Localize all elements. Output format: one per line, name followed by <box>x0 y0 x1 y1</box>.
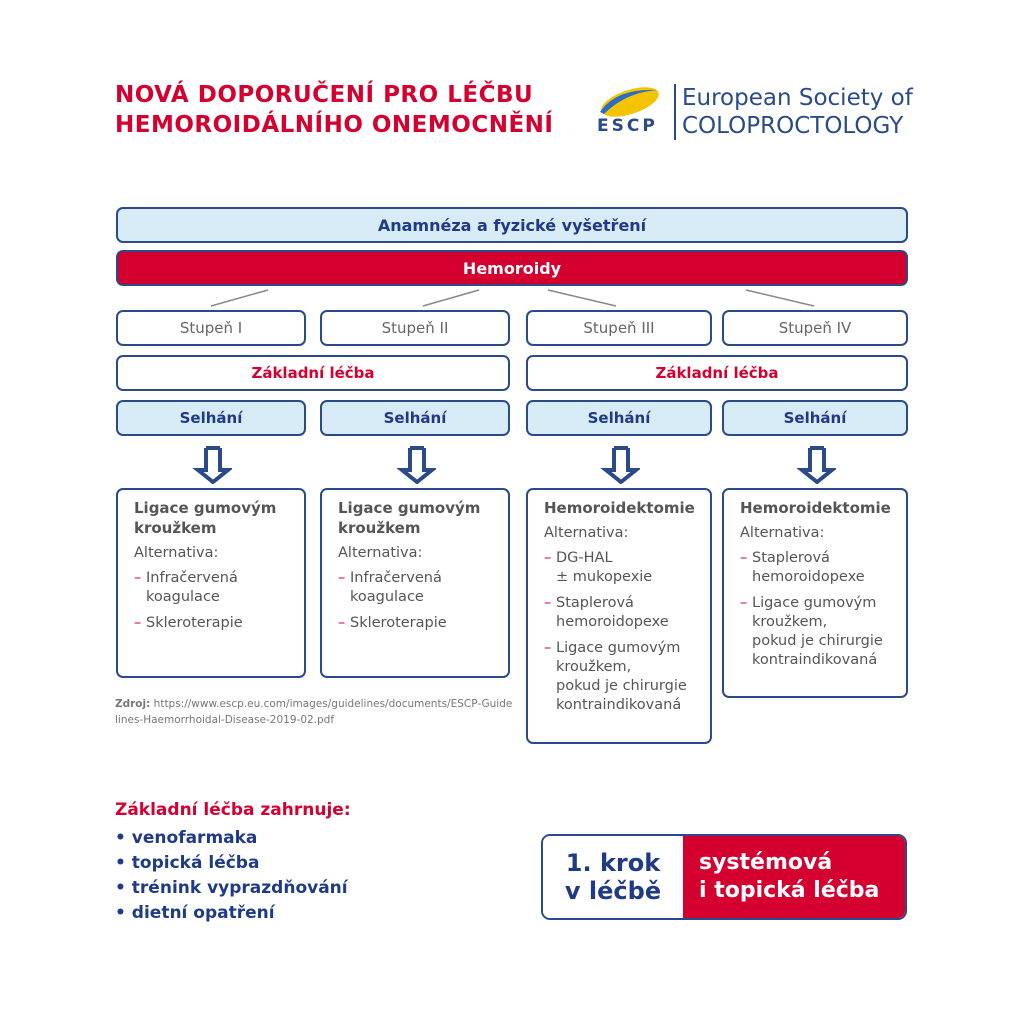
list-item: • topická léčba <box>115 851 348 876</box>
title-line-1: NOVÁ DOPORUČENÍ PRO LÉČBU <box>115 82 534 108</box>
grade-box-1: Stupeň I <box>116 310 306 346</box>
card-alt-label: Alternativa: <box>740 525 825 541</box>
basic-includes-title: Základní léčba zahrnuje: <box>115 800 351 820</box>
failure-box-4: Selhání <box>722 400 908 436</box>
failure-box-1: Selhání <box>116 400 306 436</box>
treatment-card-3 <box>526 488 712 744</box>
card-alt-label: Alternativa: <box>134 545 219 561</box>
down-arrow-icon <box>796 444 836 484</box>
card-heading: Hemoroidektomie <box>544 499 695 517</box>
treatment-card-2 <box>320 488 510 678</box>
list-item: • dietní opatření <box>115 901 348 926</box>
card-item: – Ligace gumovým kroužkem, pokud je chirurgie kontraindikovaná <box>544 639 694 715</box>
anamnesis-box: Anamnéza a fyzické vyšetření <box>116 207 908 243</box>
down-arrow-icon <box>192 444 232 484</box>
card-item: – Ligace gumovým kroužkem, pokud je chirurgie kontraindikovaná <box>740 594 890 670</box>
card-item: – DG-HAL ± mukopexie <box>544 549 694 587</box>
list-item: • venofarmaka <box>115 826 348 851</box>
grade-box-3: Stupeň III <box>526 310 712 346</box>
card-item: – Staplerová hemoroidopexe <box>544 594 694 632</box>
treatment-card-1 <box>116 488 306 678</box>
card-items <box>338 569 492 633</box>
failure-box-3: Selhání <box>526 400 712 436</box>
card-item: – Staplerová hemoroidopexe <box>740 549 890 587</box>
card-item: – Skleroterapie <box>134 614 288 633</box>
logo-line-2: COLOPROCTOLOGY <box>682 113 904 139</box>
card-heading: Ligace gumovým kroužkem <box>134 499 277 537</box>
grade-box-4: Stupeň IV <box>722 310 908 346</box>
card-items <box>544 549 694 715</box>
connector-lines <box>0 0 1024 320</box>
card-item: – Skleroterapie <box>338 614 492 633</box>
source-label: Zdroj: <box>115 698 151 710</box>
list-item: • trénink vyprazdňování <box>115 876 348 901</box>
source-url: https://www.escp.eu.com/images/guidelines/documents/ESCP-Guidelines-Haemorrhoidal-Disease-2019-02.pdf <box>115 698 513 726</box>
logo-line-1: European Society of <box>682 85 913 111</box>
grade-box-2: Stupeň II <box>320 310 510 346</box>
basic-treatment-box-1: Základní léčba <box>116 355 510 391</box>
card-items <box>740 549 890 670</box>
failure-box-2: Selhání <box>320 400 510 436</box>
card-heading: Hemoroidektomie <box>740 499 891 517</box>
basic-treatment-box-2: Základní léčba <box>526 355 908 391</box>
first-step-treatment: systémová i topická léčba <box>683 836 905 918</box>
down-arrow-icon <box>396 444 436 484</box>
first-step-box <box>541 834 907 920</box>
card-alt-label: Alternativa: <box>544 525 629 541</box>
card-item: – Infračervená koagulace <box>134 569 288 607</box>
basic-includes-list <box>115 826 348 926</box>
treatment-card-4 <box>722 488 908 698</box>
card-heading: Ligace gumovým kroužkem <box>338 499 481 537</box>
first-step-label: 1. krok v léčbě <box>543 836 683 918</box>
card-alt-label: Alternativa: <box>338 545 423 561</box>
title-line-2: HEMOROIDÁLNÍHO ONEMOCNĚNÍ <box>115 112 554 138</box>
logo-abbr: ESCP <box>597 116 658 136</box>
source-note <box>115 696 515 728</box>
card-item: – Infračervená koagulace <box>338 569 492 607</box>
down-arrow-icon <box>600 444 640 484</box>
card-items <box>134 569 288 633</box>
hemoroidy-box: Hemoroidy <box>116 250 908 286</box>
